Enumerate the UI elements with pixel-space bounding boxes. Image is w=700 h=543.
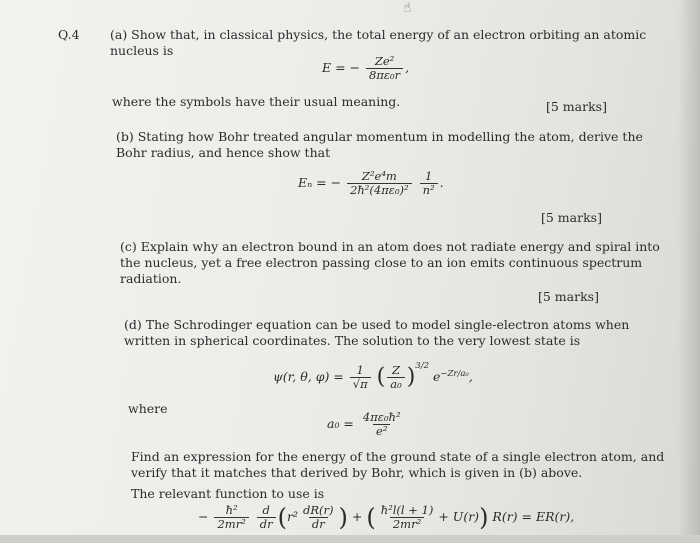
psi-lhs: ψ(r, θ, φ) = xyxy=(273,369,344,384)
radial-numerator-4: ħ²l(l + 1) xyxy=(380,503,434,517)
radial-numerator-1: ħ² xyxy=(225,503,238,517)
a0-equation xyxy=(327,411,406,438)
part-a-equation xyxy=(322,55,409,82)
psi-z-fraction xyxy=(387,364,404,391)
psi-z-denominator: a₀ xyxy=(387,377,404,391)
part-b-marks: [5 marks] xyxy=(541,210,602,225)
psi-tail: , xyxy=(468,369,473,384)
a0-lhs: a₀ = xyxy=(327,416,354,431)
part-d-line-5: The relevant function to use is xyxy=(131,486,325,501)
part-d-line-1: (d) The Schrodinger equation can be used to model single-electron atoms when xyxy=(124,317,630,332)
part-b-eq-numerator-2: 1 xyxy=(424,169,433,183)
radial-r2: r² xyxy=(287,509,299,524)
part-d-psi-equation: ψ(r, θ, φ) = $\frac{1}{√\pi}$ ( $\frac{Z}{\text{a₀}}$ )$^{3/2}$ $e^{-Zr/a_0}$, xyxy=(273,360,473,391)
radial-plus: + xyxy=(351,509,363,524)
part-b-line-1: (b) Stating how Bohr treated angular momentum in modelling the atom, derive the xyxy=(116,129,643,144)
radial-fraction-2 xyxy=(257,504,276,531)
part-c-line-3: radiation. xyxy=(120,271,182,286)
radial-numerator-2: d xyxy=(262,503,270,517)
radial-denominator-3: dr xyxy=(309,517,328,531)
radial-equation: − $\frac{\text{ħ²}}{\text{2mr²}}$ $\frac{d}{dr}$ (r² $\frac{dR(r)}{dr}$ ) + ( $\frac{\text{ħ²l(l + 1)}}{\text{2mr²}}$ + U(r)) R(r) = ER(r), xyxy=(198,503,575,532)
part-d-line-4: verify that it matches that derived by Bohr, which is given in (b) above. xyxy=(131,465,583,480)
question-number: Q.4 xyxy=(58,27,80,42)
part-b-line-2: Bohr radius, and hence show that xyxy=(116,145,331,160)
psi-fraction xyxy=(350,364,371,391)
part-b-eq-tail: . xyxy=(439,175,444,190)
radial-numerator-3: dR(r) xyxy=(303,503,334,517)
psi-exponent: 3/2 xyxy=(415,360,429,371)
radial-fraction-3 xyxy=(300,504,337,531)
radial-potential: + U(r) xyxy=(438,509,480,524)
radial-fraction-4 xyxy=(378,504,437,531)
radial-denominator-2: dr xyxy=(257,517,276,531)
part-b-eq-denominator-1: 2ħ²(4πε₀)² xyxy=(347,183,412,197)
part-b-eq-lhs: Eₙ = − xyxy=(298,175,342,190)
radial-denominator-4: 2mr² xyxy=(390,517,424,531)
part-c-line-1: (c) Explain why an electron bound in an atom does not radiate energy and spiral into xyxy=(120,239,660,254)
cursor-icon: ☝ xyxy=(403,0,412,16)
radial-fraction-1 xyxy=(214,504,248,531)
psi-e-exponent: −Zr/a₀ xyxy=(440,368,469,379)
part-c-marks: [5 marks] xyxy=(538,289,599,304)
part-b-eq-numerator-1: Z²e⁴m xyxy=(361,169,397,183)
part-a-eq-numerator: Ze² xyxy=(374,54,395,68)
psi-z-numerator: Z xyxy=(391,363,400,377)
where-label: where xyxy=(128,401,168,416)
radial-tail: R(r) = ER(r), xyxy=(492,509,575,524)
psi-numerator: 1 xyxy=(356,363,364,377)
part-a-eq-tail: , xyxy=(405,60,410,75)
part-a-eq-denominator: 8πε₀r xyxy=(366,68,403,82)
psi-e: e xyxy=(432,369,441,384)
part-a-marks: [5 marks] xyxy=(546,99,607,114)
part-a-line-3: where the symbols have their usual meaning. xyxy=(112,94,401,109)
part-a-line-1: (a) Show that, in classical physics, the total energy of an electron orbiting an atomic xyxy=(110,27,647,42)
a0-denominator: e² xyxy=(373,424,390,438)
part-b-eq-fraction-1 xyxy=(347,170,412,197)
radial-minus: − xyxy=(198,509,209,524)
part-b-equation xyxy=(298,170,444,197)
a0-numerator: 4πε₀ħ² xyxy=(362,410,401,424)
part-b-eq-denominator-2: n² xyxy=(420,183,438,197)
part-c-line-2: the nucleus, yet a free electron passing close to an ion emits continuous spectrum xyxy=(120,255,643,270)
part-b-eq-fraction-2 xyxy=(420,170,438,197)
part-d-line-2: written in spherical coordinates. The solution to the very lowest state is xyxy=(124,333,581,348)
page-edge-shadow xyxy=(678,0,700,543)
part-a-eq-lhs: E = − xyxy=(322,60,361,75)
radial-denominator-1: 2mr² xyxy=(214,517,248,531)
part-d-line-3: Find an expression for the energy of the ground state of a single electron atom, and xyxy=(131,449,665,464)
a0-fraction xyxy=(360,411,404,438)
part-a-eq-fraction xyxy=(366,55,403,82)
part-a-line-2: nucleus is xyxy=(110,43,174,58)
psi-denominator: √π xyxy=(350,377,371,391)
bottom-edge-strip xyxy=(0,535,700,543)
